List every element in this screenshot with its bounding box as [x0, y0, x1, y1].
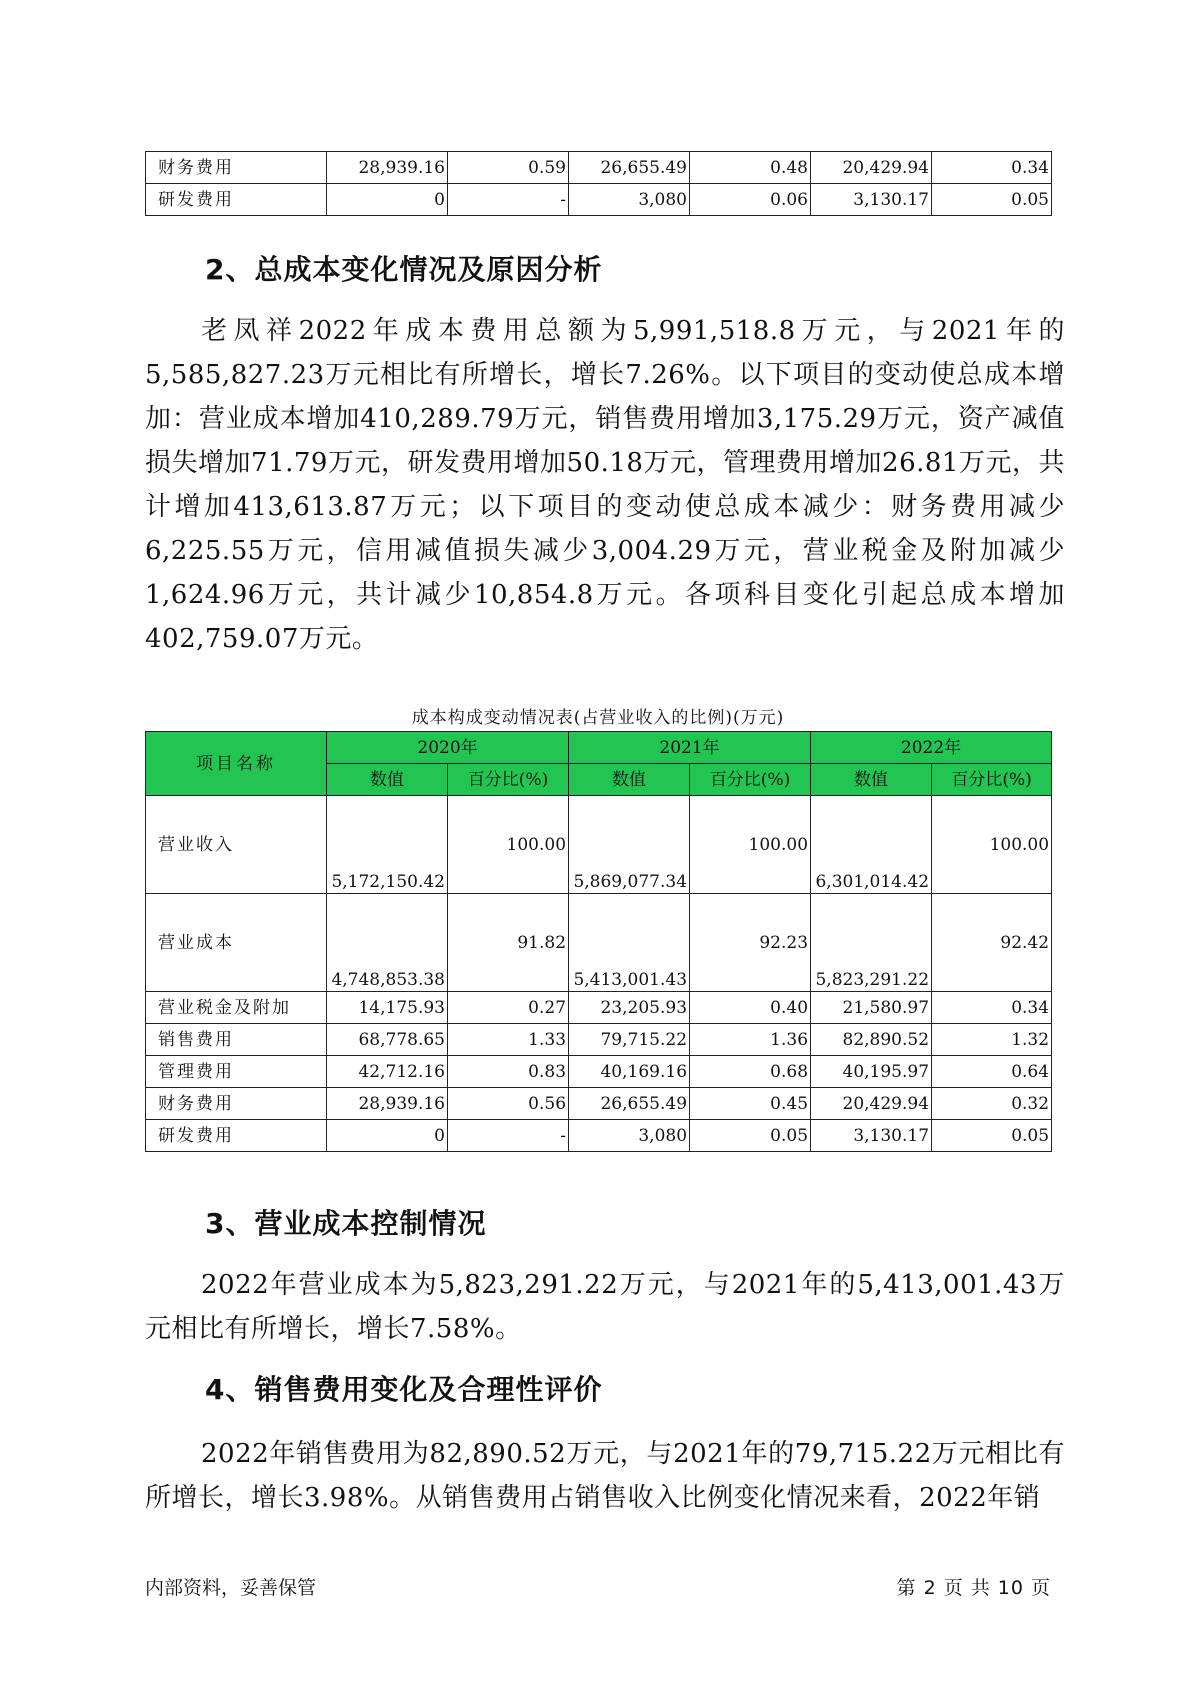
percent-2020: - — [448, 184, 569, 216]
value-2020: 42,712.16 — [327, 1056, 448, 1088]
section-3-paragraph: 2022年营业成本为5,823,291.22万元，与2021年的5,413,001.43万元相比有所增长，增长7.58%。 — [145, 1270, 1065, 1344]
percent-2021: 0.45 — [690, 1088, 811, 1120]
value-2022: 20,429.94 — [811, 152, 932, 184]
percent-2021: 100.00 — [690, 796, 811, 894]
section-4-paragraph: 2022年销售费用为82,890.52万元，与2021年的79,715.22万元相比有所增长，增长3.98%。从销售费用占销售收入比例变化情况来看，2022年销 — [145, 1439, 1065, 1513]
value-2022: 82,890.52 — [811, 1024, 932, 1056]
value-2021: 40,169.16 — [569, 1056, 690, 1088]
percent-2020: 0.27 — [448, 992, 569, 1024]
header-value: 数值 — [811, 764, 932, 796]
table-row — [146, 1024, 1052, 1056]
value-2020: 4,748,853.38 — [327, 894, 448, 992]
percent-2021: 1.36 — [690, 1024, 811, 1056]
table-row — [146, 894, 1052, 992]
footer-confidential-note: 内部资料，妥善保管 — [145, 1577, 317, 1599]
header-value: 数值 — [327, 764, 448, 796]
value-2021: 26,655.49 — [569, 1088, 690, 1120]
value-2021: 3,080 — [569, 184, 690, 216]
value-2021: 26,655.49 — [569, 152, 690, 184]
percent-2022: 0.64 — [932, 1056, 1052, 1088]
table-row — [146, 1120, 1052, 1152]
percent-2022: 92.42 — [932, 894, 1052, 992]
value-2022: 5,823,291.22 — [811, 894, 932, 992]
percent-2021: 0.48 — [690, 152, 811, 184]
value-2021: 3,080 — [569, 1120, 690, 1152]
percent-2020: 91.82 — [448, 894, 569, 992]
value-2020: 0 — [327, 1120, 448, 1152]
percent-2021: 0.68 — [690, 1056, 811, 1088]
value-2020: 5,172,150.42 — [327, 796, 448, 894]
row-label: 研发费用 — [146, 1120, 327, 1152]
percent-2022: 0.32 — [932, 1088, 1052, 1120]
value-2022: 40,195.97 — [811, 1056, 932, 1088]
section-3-heading: 3、营业成本控制情况 — [205, 1207, 487, 1240]
row-label: 管理费用 — [146, 1056, 327, 1088]
value-2021: 5,869,077.34 — [569, 796, 690, 894]
value-2020: 28,939.16 — [327, 152, 448, 184]
header-year-2021: 2021年 — [569, 732, 811, 764]
value-2021: 5,413,001.43 — [569, 894, 690, 992]
percent-2022: 100.00 — [932, 796, 1052, 894]
header-year-2022: 2022年 — [811, 732, 1052, 764]
header-percent: 百分比(%) — [932, 764, 1052, 796]
value-2020: 68,778.65 — [327, 1024, 448, 1056]
previous-table-continuation — [145, 151, 1052, 216]
value-2021: 23,205.93 — [569, 992, 690, 1024]
value-2022: 6,301,014.42 — [811, 796, 932, 894]
percent-2020: 1.33 — [448, 1024, 569, 1056]
percent-2022: 0.34 — [932, 992, 1052, 1024]
value-2020: 0 — [327, 184, 448, 216]
header-percent: 百分比(%) — [690, 764, 811, 796]
value-2020: 14,175.93 — [327, 992, 448, 1024]
percent-2020: 0.59 — [448, 152, 569, 184]
section-4-heading: 4、销售费用变化及合理性评价 — [205, 1373, 603, 1406]
percent-2021: 0.40 — [690, 992, 811, 1024]
section-2-paragraph: 老凤祥2022年成本费用总额为5,991,518.8万元，与2021年的5,585,827.23万元相比有所增长，增长7.26%。以下项目的变动使总成本增加：营业成本增加410,289.79万元，销售费用增加3,175.29万元，资产减值损失增加71.79万元，研发费用增加50.18万元，管理费用增加26.81万元，共计增加413,613.87万元；以下项目的变动使总成本减少：财务费用减少6,225.55万元，信用减值损失减少3,004.29万元，营业税金及附加减少1,624.96万元，共计减少10,854.8万元。各项科目变化引起总成本增加402,759.07万元。 — [145, 316, 1065, 654]
percent-2022: 0.34 — [932, 152, 1052, 184]
row-label: 研发费用 — [146, 184, 327, 216]
row-label: 营业税金及附加 — [146, 992, 327, 1024]
percent-2021: 0.05 — [690, 1120, 811, 1152]
header-year-2020: 2020年 — [327, 732, 569, 764]
table-caption: 成本构成变动情况表(占营业收入的比例)(万元) — [411, 708, 785, 728]
value-2022: 21,580.97 — [811, 992, 932, 1024]
row-label: 营业成本 — [146, 894, 327, 992]
value-2022: 3,130.17 — [811, 184, 932, 216]
cost-structure-table — [145, 731, 1052, 1152]
value-2022: 3,130.17 — [811, 1120, 932, 1152]
table-row — [146, 1056, 1052, 1088]
row-label: 财务费用 — [146, 152, 327, 184]
row-label: 销售费用 — [146, 1024, 327, 1056]
header-item-name: 项目名称 — [146, 732, 327, 796]
percent-2021: 0.06 — [690, 184, 811, 216]
value-2021: 79,715.22 — [569, 1024, 690, 1056]
percent-2020: 100.00 — [448, 796, 569, 894]
value-2022: 20,429.94 — [811, 1088, 932, 1120]
percent-2022: 0.05 — [932, 1120, 1052, 1152]
value-2020: 28,939.16 — [327, 1088, 448, 1120]
percent-2022: 1.32 — [932, 1024, 1052, 1056]
row-label: 营业收入 — [146, 796, 327, 894]
percent-2020: - — [448, 1120, 569, 1152]
table-row — [146, 1088, 1052, 1120]
table-row — [146, 992, 1052, 1024]
header-percent: 百分比(%) — [448, 764, 569, 796]
percent-2021: 92.23 — [690, 894, 811, 992]
percent-2022: 0.05 — [932, 184, 1052, 216]
row-label: 财务费用 — [146, 1088, 327, 1120]
section-2-heading: 2、总成本变化情况及原因分析 — [205, 253, 603, 286]
table-row — [146, 152, 1052, 184]
percent-2020: 0.83 — [448, 1056, 569, 1088]
table-row — [146, 796, 1052, 894]
table-row — [146, 184, 1052, 216]
header-value: 数值 — [569, 764, 690, 796]
page-number: 第 2 页 共 10 页 — [896, 1577, 1051, 1599]
percent-2020: 0.56 — [448, 1088, 569, 1120]
table-header-row — [146, 732, 1052, 764]
